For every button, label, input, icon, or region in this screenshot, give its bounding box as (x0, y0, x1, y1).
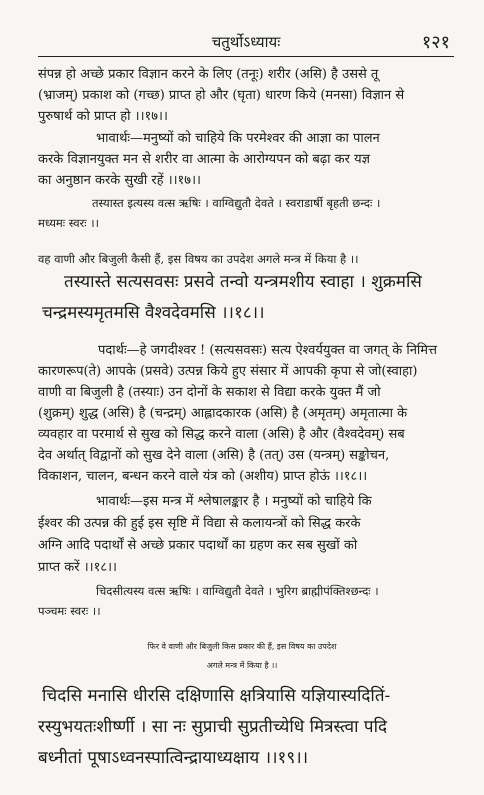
bhavartha-line: भावार्थः—इस मन्त्र में श्लेषालङ्कार है । मनुष्यों को चाहिये कि (96, 494, 372, 509)
mantra-line: चन्द्रमस्यमृतमसि वैश्वदेवमसि ।।१८।। (42, 303, 265, 323)
svara-line: मध्यमः स्वरः ।। (38, 216, 99, 230)
mantra-line: तस्यास्ते सत्यसवसः प्रसवे तन्वो यन्त्रमशीय स्वाहा । शुक्रमसि (64, 272, 422, 292)
rishi-devata-line: तस्यास्त इत्यस्य वत्स ऋषिः । वाग्विद्युतौ देवते । स्वराडार्षी बृहती छन्दः । (92, 196, 381, 210)
text-line: (शुक्रम्) शुद्ध (असि) है (चन्द्रम्) आह्लादकारक (असि) है (अमृतम्) अमृतात्मा के (38, 406, 408, 421)
text-line: विकाशन, चालन, बन्धन करने वाले यंत्र को (अशीय) प्राप्त होऊं ।।१८।। (38, 469, 368, 484)
padartha-line: पदार्थः—हे जगदीश्वर ! (सत्यसवसः) सत्य ऐश्वर्ययुक्त वा जगत् के निमित्त (98, 343, 438, 358)
text-line: (भ्राजम्) प्रकाश को (गच्छ) प्राप्त हो और (घृता) धारण किये (मनसा) विज्ञान से (38, 88, 405, 103)
mantra-line: बध्नीतां पूषाऽध्वनस्पात्विन्द्रायाध्यक्षाय ।।१९।। (38, 748, 309, 768)
page-header (38, 30, 454, 57)
mantra-intro: फिर वे वाणी और बिजुली किस प्रकार की हैं, इस विषय का उपदेश (147, 642, 337, 651)
text-line: प्राप्त करें ।।१८।। (38, 560, 117, 575)
text-line: का अनुष्ठान करके सुखी रहें ।।१७।। (38, 173, 201, 188)
text-line: कारणरूप(ते) आपके (प्रसवे) उत्पन्न किये हुए संसार में आपकी कृपा से जो(स्वाहा) (38, 364, 418, 379)
mantra-line: चिदसि मनासि धीरसि दक्षिणासि क्षत्रियासि यज्ञियास्यदितिं- (42, 686, 391, 706)
chapter-title: चतुर्थोऽध्यायः (211, 33, 281, 51)
text-line: करके विज्ञानयुक्त मन से शरीर वा आत्मा के आरोग्यपन को बढ़ा कर यज्ञ (38, 152, 370, 167)
page-number: १२१ (421, 32, 450, 53)
text-line: ईश्वर की उत्पन्न की हुई इस सृष्टि में विद्या से कलायन्त्रों को सिद्ध करके (38, 516, 361, 531)
text-line: पुरुषार्थ को प्राप्त हो ।।१७।। (38, 109, 168, 124)
text-line: संपन्न हो अच्छे प्रकार विज्ञान करने के लिए (तनूः) शरीर (असि) है उससे तू (38, 67, 379, 82)
text-line: व्यवहार वा परमार्थ से सुख को सिद्ध करने वाला (असि) है और (वैश्वदेवम्) सब (38, 427, 405, 442)
svara-line: पञ्चमः स्वरः ।। (38, 604, 101, 618)
rishi-devata-line: चिदसीत्यस्य वत्स ऋषिः । वाग्विद्युतौ देवते । भुरिग ब्राह्मीपंक्तिश्छन्दः । (96, 584, 379, 598)
mantra-intro: अगले मन्त्र में किया है ।। (206, 661, 278, 670)
bhavartha-line: भावार्थः—मनुष्यों को चाहिये कि परमेश्वर की आज्ञा का पालन (96, 131, 380, 146)
mantra-line: रस्युभयतःशीर्ष्णी । सा नः सुप्राची सुप्रतीच्येधि मित्रस्त्वा पदि (38, 717, 388, 737)
text-line: देव अर्थात् विद्वानों को सुख देने वाला (असि) है (तत्) उस (यन्त्रम्) सङ्कोचन, (38, 448, 390, 463)
text-line: वाणी वा बिजुली है (तस्याः) उन दोनों के सकाश से विद्या करके युक्त मैं जो (38, 385, 381, 400)
text-line: अग्नि आदि पदार्थों से अच्छे प्रकार पदार्थों का ग्रहण कर सब सुखों को (38, 538, 358, 553)
mantra-intro: वह वाणी और बिजुली कैसी हैं, इस विषय का उपदेश अगले मन्त्र में किया है ।। (38, 252, 359, 266)
